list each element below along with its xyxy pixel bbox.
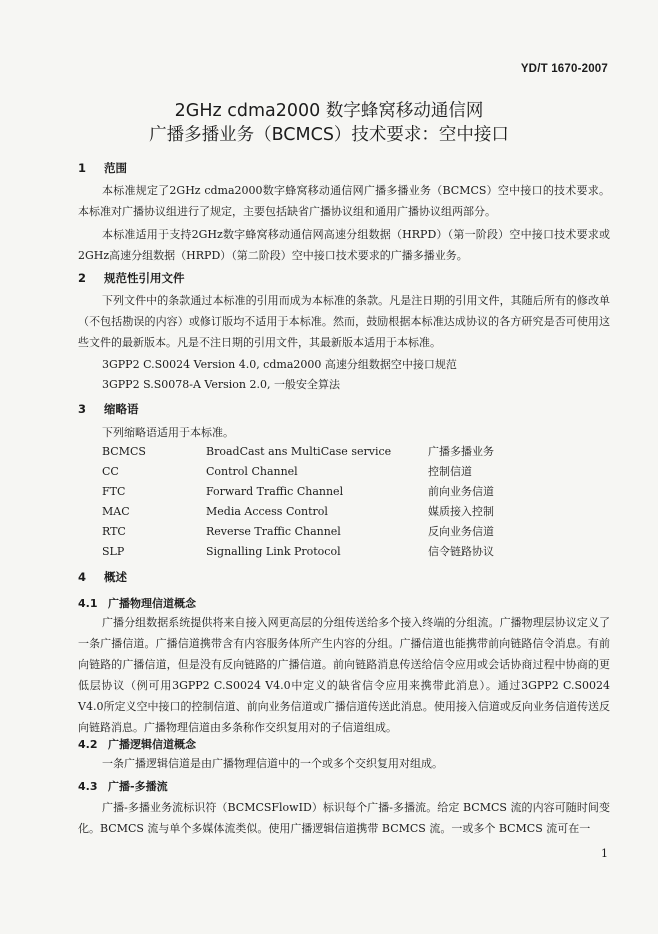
reference-item: 3GPP2 S.S0078-A Version 2.0, 一般安全算法: [102, 378, 340, 391]
section-3-heading: [78, 401, 139, 417]
section-title: 缩略语: [104, 402, 139, 416]
subsection-number: 4.1: [78, 597, 98, 610]
abbreviation: FTC: [102, 485, 126, 498]
abbreviation: MAC: [102, 505, 130, 518]
section-1-heading: [78, 160, 127, 176]
subsection-title: 广播逻辑信道概念: [108, 738, 196, 751]
section-title: 范围: [104, 161, 127, 175]
section-number: 4: [78, 570, 87, 584]
page-number: 1: [601, 847, 608, 860]
section-2-heading: [78, 270, 185, 286]
abbreviation-english: Media Access Control: [206, 505, 328, 518]
abbreviation: CC: [102, 465, 119, 478]
abbreviation-english: Signalling Link Protocol: [206, 545, 341, 558]
reference-item: 3GPP2 C.S0024 Version 4.0, cdma2000 高速分组数据空中接口规范: [102, 358, 457, 371]
section-title: 概述: [104, 570, 127, 584]
subsection-number: 4.2: [78, 738, 98, 751]
section-number: 3: [78, 402, 87, 416]
abbreviation-row: [102, 483, 562, 501]
section-1-paragraph-1: 本标准规定了2GHz cdma2000数字蜂窝移动通信网广播多播业务（BCMCS）空中接口的技术要求。本标准对广播协议组进行了规定，主要包括缺省广播协议组和通用广播协议组两部分。: [78, 184, 610, 218]
section-number: 1: [78, 161, 87, 175]
section-4-heading: [78, 569, 127, 585]
document-title-line-2: 广播多播业务（BCMCS）技术要求：空中接口: [149, 125, 509, 145]
section-1-paragraph-2: 本标准适用于支持2GHz数字蜂窝移动通信网高速分组数据（HRPD）（第一阶段）空中接口技术要求或2GHz高速分组数据（HRPD）（第二阶段）空中接口技术要求的广播多播业务。: [78, 228, 610, 262]
subsection-title: 广播物理信道概念: [108, 597, 196, 610]
subsection-4-3-heading: [78, 779, 168, 795]
subsection-4-2-heading: [78, 737, 196, 753]
section-number: 2: [78, 271, 87, 285]
subsection-number: 4.3: [78, 780, 98, 793]
subsection-title: 广播-多播流: [108, 780, 168, 793]
abbreviation: SLP: [102, 545, 125, 558]
abbreviation-row: [102, 543, 562, 561]
abbreviation-chinese: 媒质接入控制: [428, 505, 494, 518]
abbreviation-chinese: 控制信道: [428, 465, 472, 478]
abbreviation: RTC: [102, 525, 126, 538]
abbreviations-intro: 下列缩略语适用于本标准。: [102, 426, 234, 439]
subsection-4-3-paragraph: 广播-多播业务流标识符（BCMCSFlowID）标识每个广播-多播流。给定 BCMCS 流的内容可随时间变化。BCMCS 流与单个多媒体流类似。使用广播逻辑信道携带 BCMCS 流。一或多个 BCMCS 流可在一: [78, 801, 610, 835]
abbreviation-english: Control Channel: [206, 465, 298, 478]
abbreviation-chinese: 前向业务信道: [428, 485, 494, 498]
document-number: YD/T 1670-2007: [520, 63, 608, 75]
abbreviation-chinese: 反向业务信道: [428, 525, 494, 538]
abbreviation: BCMCS: [102, 445, 146, 458]
abbreviation-row: [102, 463, 562, 481]
section-2-paragraph: 下列文件中的条款通过本标准的引用而成为本标准的条款。凡是注日期的引用文件，其随后所有的修改单（不包括勘误的内容）或修订版均不适用于本标准。然而，鼓励根据本标准达成协议的各方研究是否可使用这些文件的最新版本。凡是不注日期的引用文件，其最新版本适用于本标准。: [78, 294, 610, 349]
abbreviation-row: [102, 443, 562, 461]
abbreviation-row: [102, 503, 562, 521]
subsection-4-2-paragraph: 一条广播逻辑信道是由广播物理信道中的一个或多个交织复用对组成。: [102, 757, 443, 770]
abbreviation-english: Forward Traffic Channel: [206, 485, 344, 498]
subsection-4-1-heading: [78, 596, 196, 612]
abbreviation-chinese: 广播多播业务: [428, 445, 494, 458]
subsection-4-1-paragraph: 广播分组数据系统提供将来自接入网更高层的分组传送给多个接入终端的分组流。广播物理层协议定义了一条广播信道。广播信道携带含有内容服务体所产生内容的分组。广播信道也能携带前向链路信令消息。有前向链路的广播信道，但是没有反向链路的广播信道。前向链路消息传送给信令应用或会话协商过程中协商的更低层协议（例可用3GPP2 C.S0024 V4.0中定义的缺省信令应用来携带此消息）。通过3GPP2 C.S0024 V4.0所定义空中接口的控制信道、前向业务信道或广播信道传送此消息。使用接入信道或反向业务信道传送反向链路消息。广播物理信道由多条称作交织复用对的子信道组成。: [78, 616, 610, 734]
abbreviation-row: [102, 523, 562, 541]
abbreviation-chinese: 信令链路协议: [428, 545, 494, 558]
abbreviation-english: Reverse Traffic Channel: [206, 525, 341, 538]
document-title-line-1: 2GHz cdma2000 数字蜂窝移动通信网: [174, 101, 484, 121]
abbreviation-english: BroadCast ans MultiCase service: [206, 445, 392, 458]
section-title: 规范性引用文件: [104, 271, 185, 285]
